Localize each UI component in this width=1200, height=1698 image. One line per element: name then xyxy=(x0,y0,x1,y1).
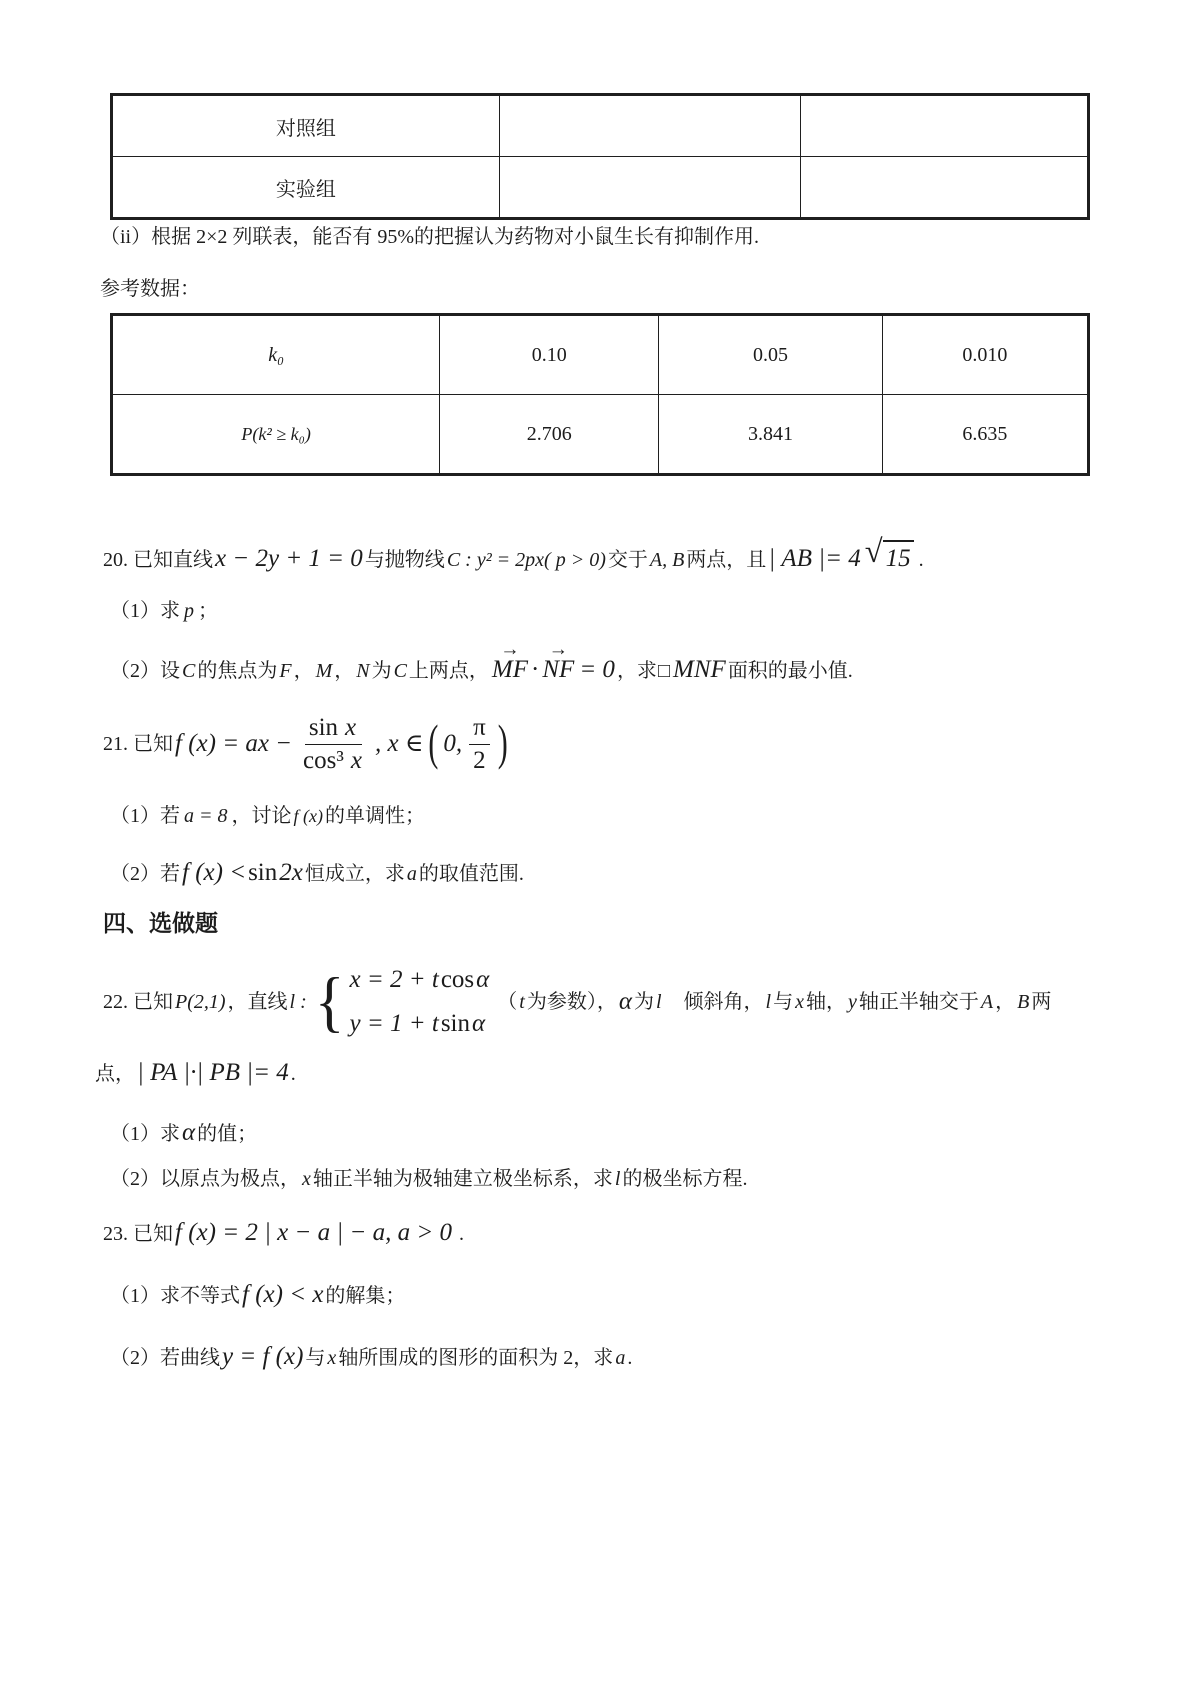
question-22-continued: 点，| PA |·| PB |= 4 . xyxy=(95,1059,296,1086)
vector-arrow-icon: → xyxy=(500,639,520,661)
question-23-part-1: （1）求不等式f (x) < x 的解集； xyxy=(110,1281,406,1308)
empty-cell xyxy=(499,95,800,157)
equation-stack xyxy=(348,963,492,1041)
value-cell: 3.841 xyxy=(659,395,883,475)
sqrt-15: √ 15 xyxy=(865,540,914,576)
question-22: 22. 已知 P(2,1) ，直线 l : { x = 2 + tcosα y = 1 + tsinα （ t 为参数）， α 为 l 倾斜角， l 与 x 轴， y 轴正半轴交于 A ， B 两 xyxy=(103,964,1052,1040)
question-21: 21. 已知 f (x) = ax − $\frac{\text{sin x}}{\text{cos³ x}}$ , x ∈ ( 0, $\frac{\pi}{2}$ ) xyxy=(103,713,508,774)
question-20-part-1: （1）求 p ； xyxy=(110,600,218,622)
contingency-table xyxy=(110,93,1090,220)
vector-NF: → NF xyxy=(542,639,575,683)
big-close-paren: ) xyxy=(497,715,508,771)
value-cell: 0.10 xyxy=(440,315,659,395)
fraction-pi-2: $\frac{\pi}{2}$ xyxy=(469,713,490,776)
fraction-denominator: cos³ x xyxy=(303,746,362,774)
table-row xyxy=(112,315,1089,395)
question-20: 20. 已知直线x − 2y + 1 = 0 与抛物线 C : y² = 2px( p > 0) 交于 A, B 两点，且| AB |= 4 √ 15 . xyxy=(103,540,924,576)
equation-x: x = 2 + tcosα xyxy=(349,966,490,994)
fraction-sinx-cos3x xyxy=(299,713,368,776)
reference-data-table xyxy=(110,313,1090,476)
row-label-experiment-group: 实验组 xyxy=(112,157,500,219)
table-row xyxy=(112,95,1089,157)
dot-operator: · xyxy=(531,656,540,683)
equation-y: y = 1 + tsinα xyxy=(349,1010,486,1037)
value-cell: 0.05 xyxy=(659,315,883,395)
p-k2-header-cell: P(k² ≥ k₀) xyxy=(112,395,440,475)
big-open-paren: ( xyxy=(428,715,439,771)
paragraph-ii-text: （ii）根据 2×2 列联表，能否有 95%的把握认为药物对小鼠生长有抑制作用. xyxy=(100,226,760,248)
section-4-header: 四、选做题 xyxy=(103,910,218,936)
question-21-part-2: （2）若f (x) <sin2x 恒成立，求 a 的取值范围. xyxy=(110,859,524,886)
value-cell: 0.010 xyxy=(882,315,1088,395)
vector-arrow-icon: → xyxy=(548,639,569,661)
question-23-part-2: （2）若曲线y = f (x) 与 x 轴所围成的图形的面积为 2，求 a . xyxy=(110,1343,633,1370)
paragraph-ii xyxy=(100,224,759,251)
missing-glyph-box: □ xyxy=(657,660,671,682)
question-23: 23. 已知f (x) = 2 | x − a | − a, a > 0 . xyxy=(103,1219,465,1246)
table-row xyxy=(112,395,1089,475)
empty-cell xyxy=(800,95,1088,157)
value-cell: 6.635 xyxy=(882,395,1088,475)
vector-MF: → MF xyxy=(491,639,529,683)
question-21-part-1: （1）若 a = 8 ，讨论 f (x) 的单调性； xyxy=(110,805,425,827)
question-22-part-1: （1）求α 的值； xyxy=(110,1119,258,1146)
reference-data-label: 参考数据： xyxy=(100,278,200,300)
empty-cell xyxy=(800,157,1088,219)
table-row xyxy=(112,157,1089,219)
fraction-numerator: sin x xyxy=(305,713,362,745)
empty-cell xyxy=(499,157,800,219)
value-cell: 2.706 xyxy=(440,395,659,475)
parametric-equations xyxy=(315,963,492,1041)
question-20-part-2: （2）设 C 的焦点为 F ， M ， N 为 C 上两点， → MF · → NF = 0 ，求□ MNF 面积的最小值. xyxy=(110,653,853,687)
k0-header-cell: k₀ xyxy=(112,315,440,395)
question-22-part-2: （2）以原点为极点， x 轴正半轴为极轴建立极坐标系，求 l 的极坐标方程. xyxy=(110,1168,748,1190)
row-label-control-group: 对照组 xyxy=(112,95,500,157)
left-brace: { xyxy=(314,964,345,1040)
radical-sign: √ xyxy=(864,534,883,570)
